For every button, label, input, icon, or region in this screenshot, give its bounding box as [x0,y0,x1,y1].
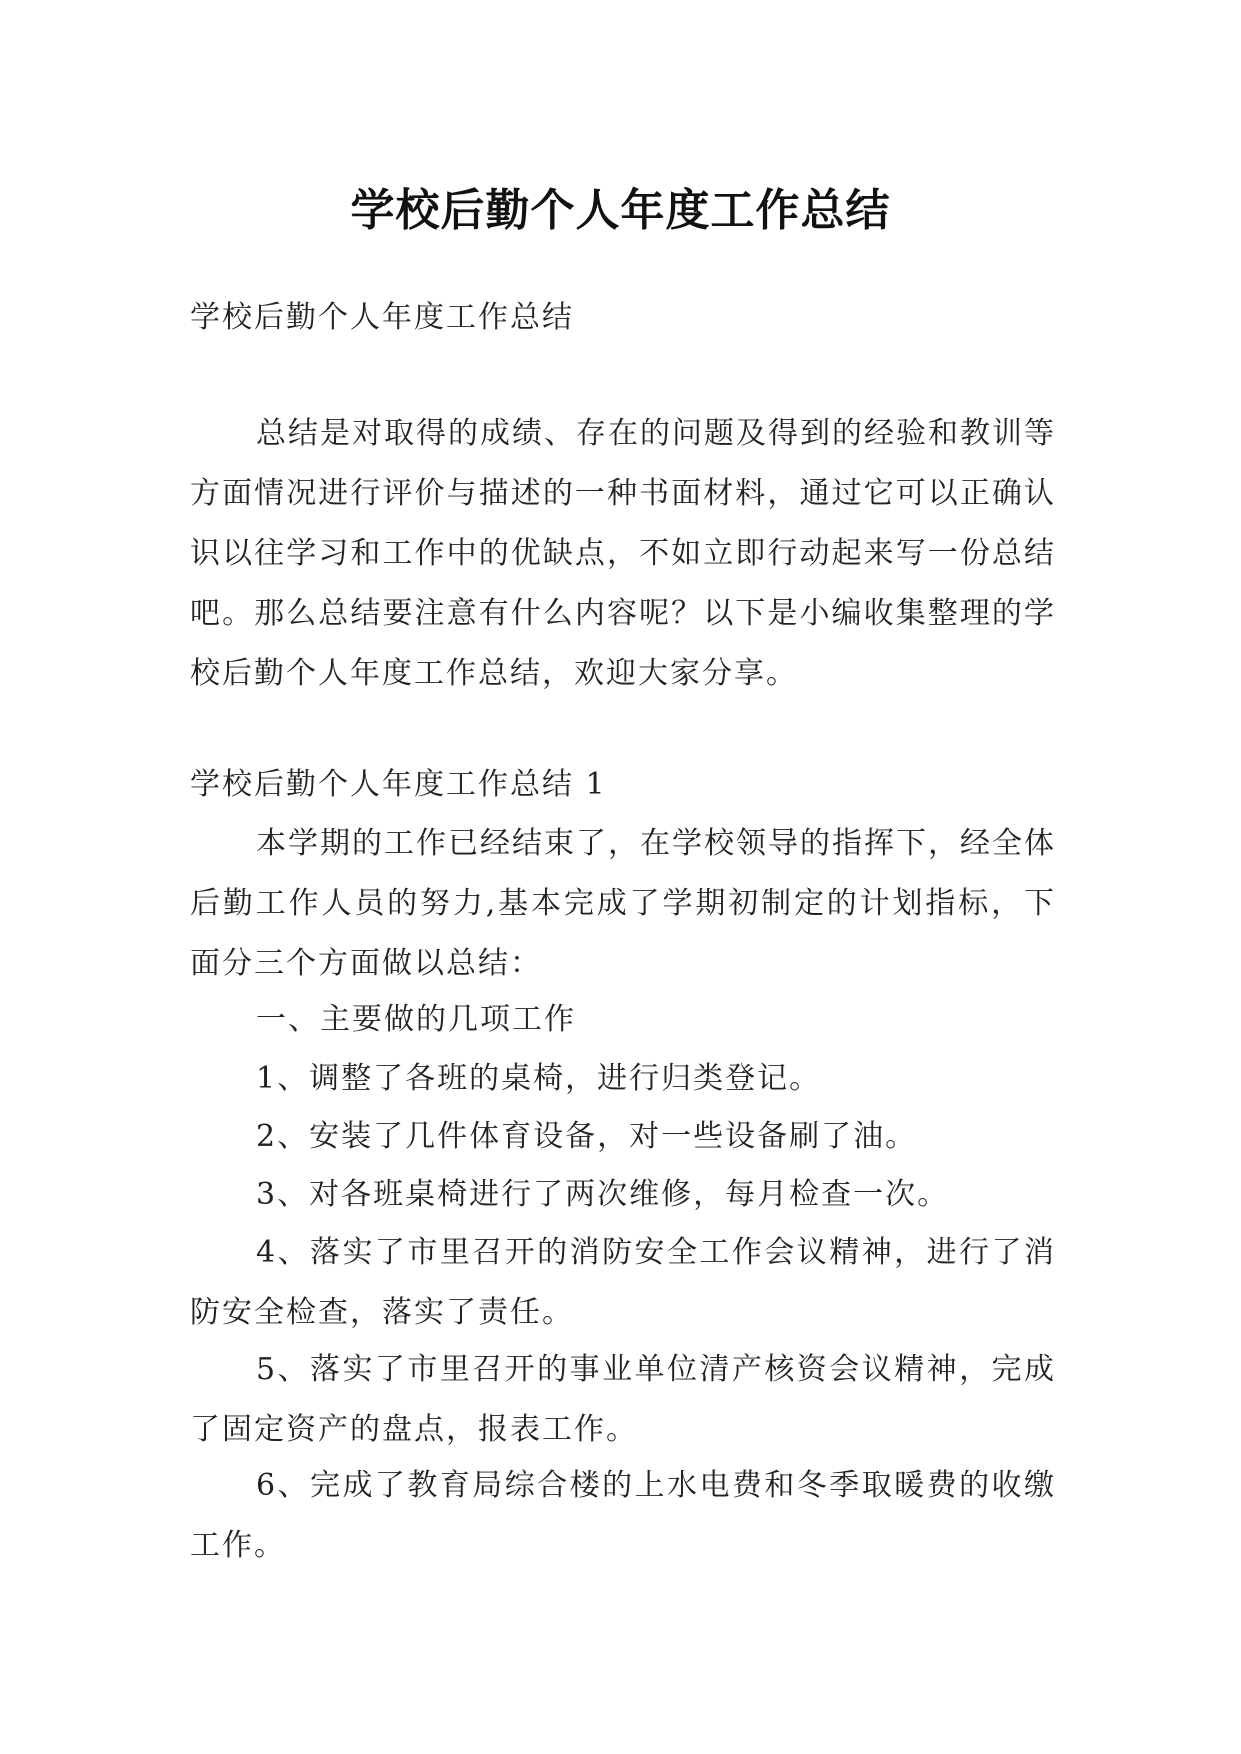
list-item: 6、完成了教育局综合楼的上水电费和冬季取暖费的收缴工作。 [190,1468,1056,1563]
document-title: 学校后勤个人年度工作总结 [350,185,891,237]
section-subheading: 一、主要做的几项工作 [256,1002,576,1037]
intro-paragraph: 总结是对取得的成绩、存在的问题及得到的经验和教训等方面情况进行评价与描述的一种书面材料，通过它可以正确认识以往学习和工作中的优缺点，不如立即行动起来写一份总结吧。那么总结要注意有什么内容呢？以下是小编收集整理的学校后勤个人年度工作总结，欢迎大家分享。 [190,416,1056,691]
section-heading: 学校后勤个人年度工作总结 1 [190,767,607,802]
list-item: 4、落实了市里召开的消防安全工作会议精神，进行了消防安全检查，落实了责任。 [190,1235,1056,1330]
list-item: 2、安装了几件体育设备，对一些设备刷了油。 [256,1119,918,1154]
list-item: 1、调整了各班的桌椅，进行归类登记。 [256,1061,822,1096]
list-item: 5、落实了市里召开的事业单位清产核资会议精神，完成了固定资产的盘点，报表工作。 [190,1352,1056,1447]
document-subtitle: 学校后勤个人年度工作总结 [190,300,574,335]
list-item: 3、对各班桌椅进行了两次维修，每月检查一次。 [256,1177,950,1212]
section-paragraph: 本学期的工作已经结束了，在学校领导的指挥下，经全体后勤工作人员的努力,基本完成了学期初制定的计划指标，下面分三个方面做以总结： [190,826,1056,981]
